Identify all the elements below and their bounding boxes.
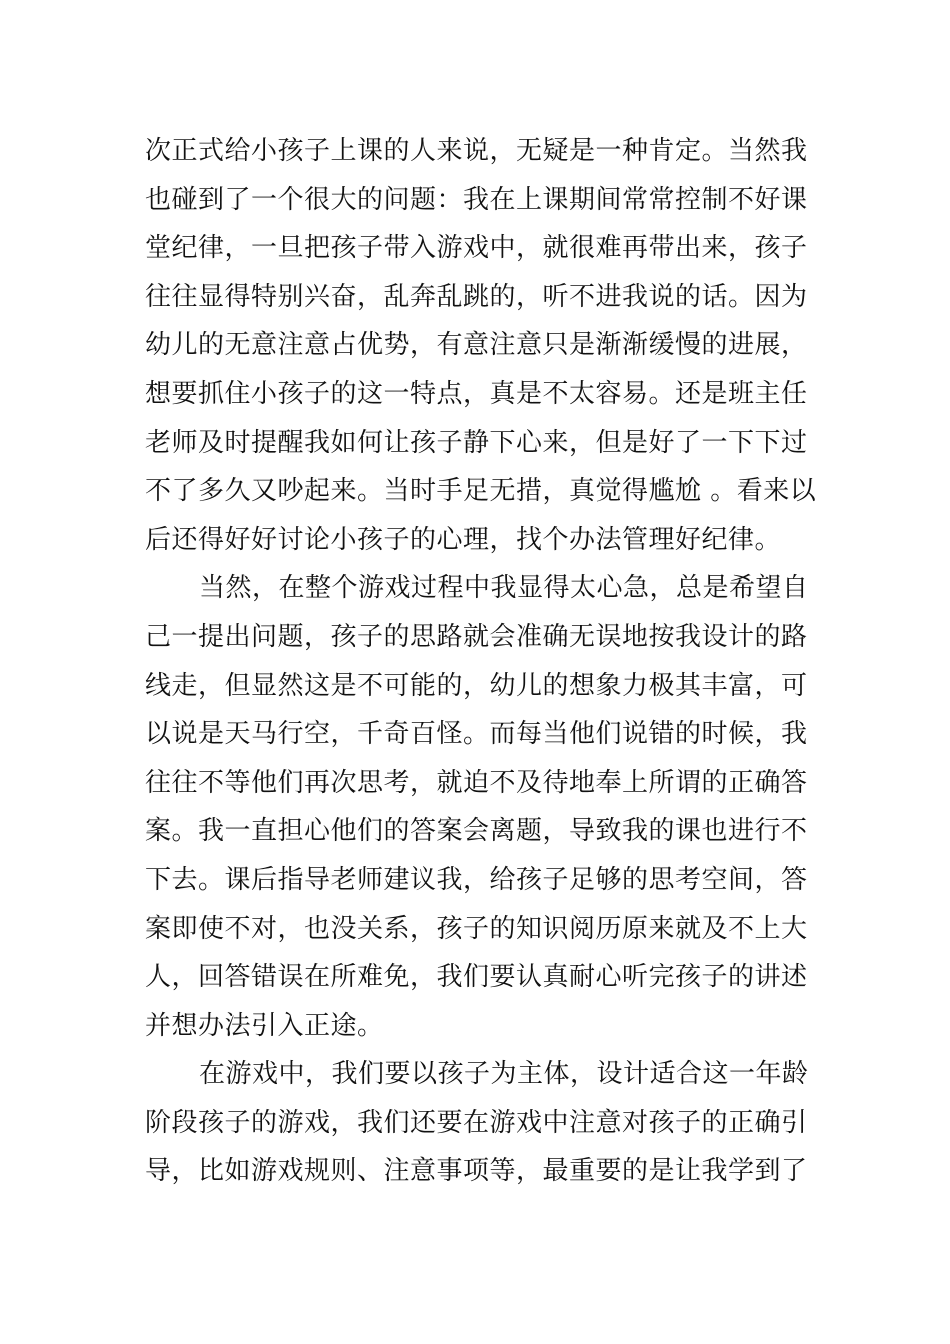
text-line: 堂纪律，一旦把孩子带入游戏中，就很难再带出来，孩子 bbox=[145, 233, 808, 264]
text-line: 人，回答错误在所难免，我们要认真耐心听完孩子的讲述 bbox=[145, 962, 808, 993]
text-line: 案。我一直担心他们的答案会离题，导致我的课也进行不 bbox=[145, 816, 808, 847]
text-line: 想要抓住小孩子的这一特点，真是不太容易。还是班主任 bbox=[145, 378, 808, 409]
text-line: 导，比如游戏规则、注意事项等，最重要的是让我学到了 bbox=[145, 1156, 808, 1187]
text-line: 阶段孩子的游戏，我们还要在游戏中注意对孩子的正确引 bbox=[145, 1107, 808, 1138]
text-line: 己一提出问题，孩子的思路就会准确无误地按我设计的路 bbox=[145, 621, 808, 652]
paragraph-first-line: 在游戏中，我们要以孩子为主体，设计适合这一年龄 bbox=[199, 1059, 809, 1090]
text-line: 线走，但显然这是不可能的，幼儿的想象力极其丰富，可 bbox=[145, 670, 808, 701]
paragraph-first-line: 当然，在整个游戏过程中我显得太心急，总是希望自 bbox=[199, 573, 809, 604]
text-line: 不了多久又吵起来。当时手足无措，真觉得尴尬 。看来以 bbox=[145, 476, 817, 507]
text-line: 也碰到了一个很大的问题：我在上课期间常常控制不好课 bbox=[145, 184, 808, 215]
text-line: 老师及时提醒我如何让孩子静下心来，但是好了一下下过 bbox=[145, 427, 808, 458]
text-line: 并想办法引入正途。 bbox=[145, 1010, 384, 1041]
text-line: 以说是天马行空，千奇百怪。而每当他们说错的时候，我 bbox=[145, 719, 808, 750]
text-line: 往往显得特别兴奋，乱奔乱跳的，听不进我说的话。因为 bbox=[145, 281, 808, 312]
text-line: 往往不等他们再次思考，就迫不及待地奉上所谓的正确答 bbox=[145, 767, 808, 798]
text-line: 案即使不对，也没关系，孩子的知识阅历原来就及不上大 bbox=[145, 913, 808, 944]
text-line: 后还得好好讨论小孩子的心理，找个办法管理好纪律。 bbox=[145, 524, 782, 555]
text-line: 幼儿的无意注意占优势，有意注意只是渐渐缓慢的进展， bbox=[145, 330, 808, 361]
document-body-text bbox=[145, 127, 817, 1196]
text-line: 次正式给小孩子上课的人来说，无疑是一种肯定。当然我 bbox=[145, 136, 808, 166]
text-line: 下去。课后指导老师建议我，给孩子足够的思考空间，答 bbox=[145, 864, 808, 895]
